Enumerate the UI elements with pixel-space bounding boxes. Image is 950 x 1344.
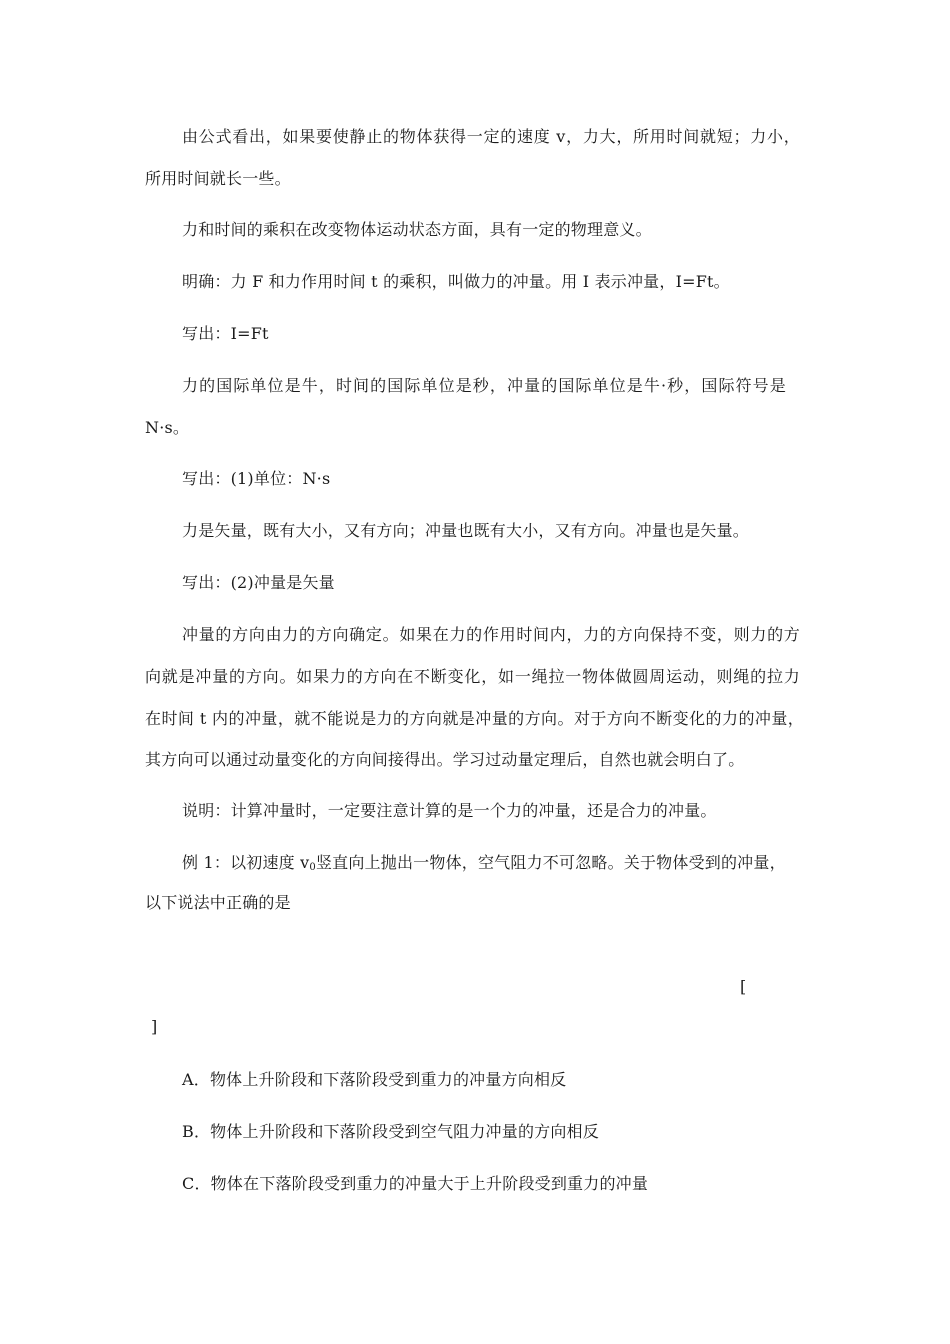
example-1-line-2: 以下说法中正确的是 [145, 893, 291, 912]
paragraph-9-line-1: 冲量的方向由力的方向确定。如果在力的作用时间内，力的方向保持不变，则力的方 [182, 625, 800, 644]
answer-bracket-open: [ [740, 977, 747, 996]
paragraph-9-line-3: 在时间 t 内的冲量，就不能说是力的方向就是冲量的方向。对于方向不断变化的力的冲量， [145, 709, 804, 728]
example-1-subscript: 0 [309, 862, 316, 873]
answer-bracket-close: ] [151, 1017, 158, 1036]
paragraph-3: 明确：力 F 和力作用时间 t 的乘积，叫做力的冲量。用 I 表示冲量，I=Ft。 [182, 272, 730, 291]
paragraph-1-line-2: 所用时间就长一些。 [145, 169, 291, 188]
example-1-text-pre: 例 1：以初速度 v [182, 853, 310, 872]
paragraph-4: 写出：I=Ft [182, 324, 269, 343]
example-1-text-post: 竖直向上抛出一物体，空气阻力不可忽略。关于物体受到的冲量， [315, 853, 786, 872]
paragraph-1-line-1: 由公式看出，如果要使静止的物体获得一定的速度 v，力大，所用时间就短；力小， [182, 127, 800, 146]
option-c: C．物体在下落阶段受到重力的冲量大于上升阶段受到重力的冲量 [182, 1174, 649, 1193]
paragraph-9-line-4: 其方向可以通过动量变化的方向间接得出。学习过动量定理后，自然也就会明白了。 [145, 750, 745, 769]
option-a: A．物体上升阶段和下落阶段受到重力的冲量方向相反 [182, 1070, 567, 1089]
paragraph-5-line-1: 力的国际单位是牛，时间的国际单位是秒，冲量的国际单位是牛·秒，国际符号是 [182, 376, 786, 395]
paragraph-6: 写出：(1)单位：N·s [182, 469, 331, 488]
paragraph-7: 力是矢量，既有大小，又有方向；冲量也既有大小，又有方向。冲量也是矢量。 [182, 521, 750, 540]
paragraph-9-line-2: 向就是冲量的方向。如果力的方向在不断变化，如一绳拉一物体做圆周运动，则绳的拉力 [145, 667, 800, 686]
option-b: B．物体上升阶段和下落阶段受到空气阻力冲量的方向相反 [182, 1122, 599, 1141]
paragraph-2: 力和时间的乘积在改变物体运动状态方面，具有一定的物理意义。 [182, 220, 652, 239]
example-1-line-1 [182, 853, 804, 873]
paragraph-10: 说明：计算冲量时，一定要注意计算的是一个力的冲量，还是合力的冲量。 [182, 801, 717, 820]
paragraph-8: 写出：(2)冲量是矢量 [182, 573, 335, 592]
paragraph-5-line-2: N·s。 [145, 418, 190, 437]
